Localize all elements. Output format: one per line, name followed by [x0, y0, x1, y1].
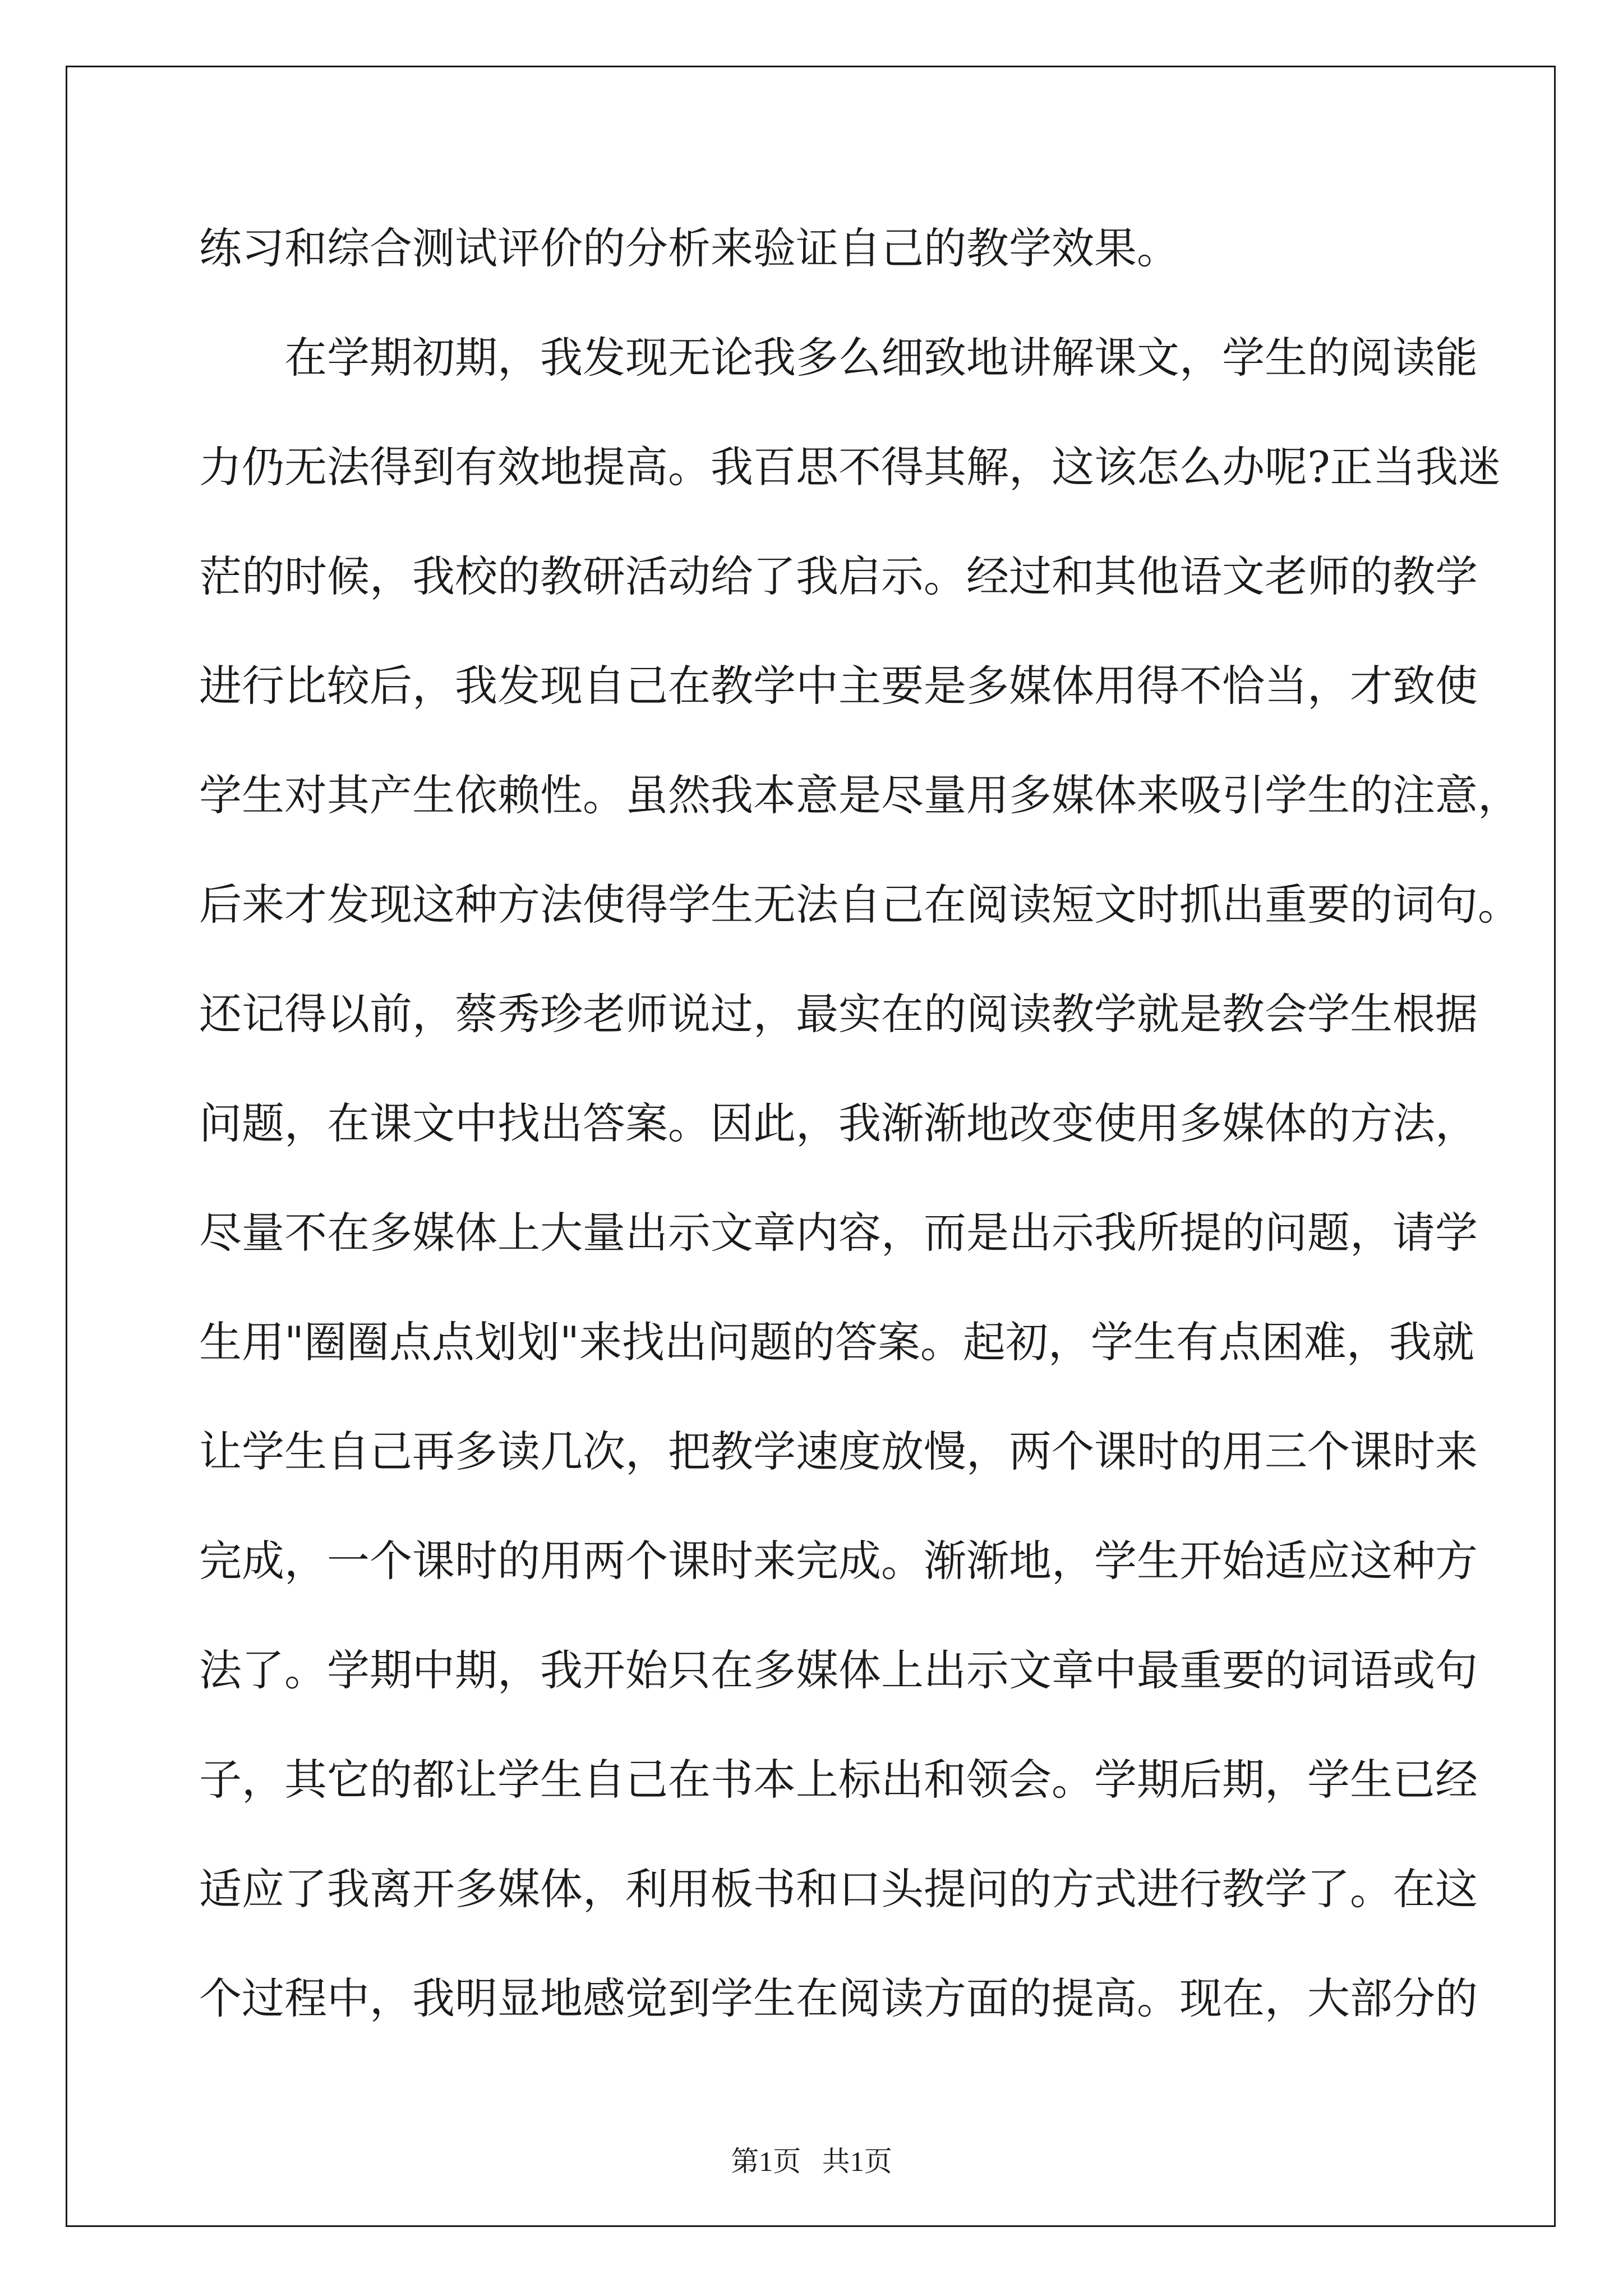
body-line-7: 后来才发现这种方法使得学生无法自己在阅读短文时抓出重要的词句。	[199, 880, 1520, 930]
body-line-12: 让学生自己再多读几次，把教学速度放慢，两个课时的用三个课时来	[199, 1427, 1478, 1476]
page-footer: 第1页 共1页	[731, 2146, 892, 2177]
body-line-15: 子，其它的都让学生自己在书本上标出和领会。学期后期，学生已经	[199, 1755, 1478, 1805]
body-line-4: 茫的时候，我校的教研活动给了我启示。经过和其他语文老师的教学	[199, 551, 1478, 601]
body-line-13: 完成，一个课时的用两个课时来完成。渐渐地，学生开始适应这种方	[199, 1536, 1478, 1586]
body-line-14: 法了。学期中期，我开始只在多媒体上出示文章中最重要的词语或句	[199, 1645, 1478, 1695]
body-line-11: 生用"圈圈点点划划"来找出问题的答案。起初，学生有点困难，我就	[199, 1317, 1474, 1367]
body-line-5: 进行比较后，我发现自己在教学中主要是多媒体用得不恰当，才致使	[199, 661, 1478, 711]
body-line-8: 还记得以前，蔡秀珍老师说过，最实在的阅读教学就是教会学生根据	[199, 989, 1478, 1039]
body-line-10: 尽量不在多媒体上大量出示文章内容，而是出示我所提的问题，请学	[199, 1208, 1478, 1258]
body-line-16: 适应了我离开多媒体，利用板书和口头提问的方式进行教学了。在这	[199, 1864, 1478, 1914]
body-line-3: 力仍无法得到有效地提高。我百思不得其解，这该怎么办呢?正当我迷	[199, 442, 1501, 492]
body-line-2: 在学期初期，我发现无论我多么细致地讲解课文，学生的阅读能	[284, 333, 1478, 383]
body-line-6: 学生对其产生依赖性。虽然我本意是尽量用多媒体来吸引学生的注意，	[199, 770, 1520, 820]
body-line-17: 个过程中，我明显地感觉到学生在阅读方面的提高。现在，大部分的	[199, 1973, 1478, 2023]
body-line-9: 问题，在课文中找出答案。因此，我渐渐地改变使用多媒体的方法，	[199, 1098, 1478, 1148]
body-line-1: 练习和综合测试评价的分析来验证自己的教学效果。	[199, 223, 1179, 273]
